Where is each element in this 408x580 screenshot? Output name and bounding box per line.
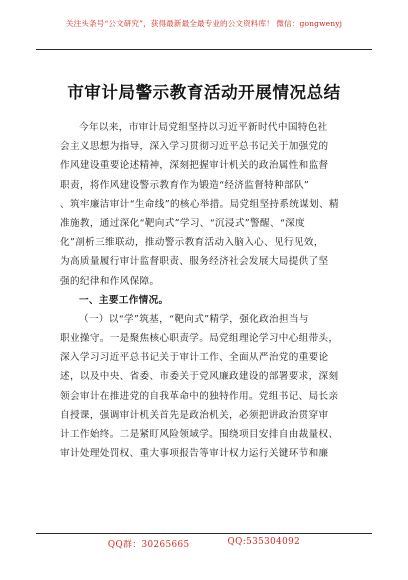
text-line: 今年以来，市审计局党组坚持以习近平新时代中国特色社: [79, 122, 328, 133]
text-line: 为高质量履行审计监督职责、服务经济社会发展大局提供了坚: [60, 256, 329, 268]
paragraph-section-1: [60, 310, 360, 464]
paragraph-intro: [60, 118, 360, 291]
footer-qq-group: QQ群：30265665: [107, 540, 190, 550]
text-line: 计工作始终。二是紧盯风险领域学。围绕项目安排自由裁量权、: [60, 429, 339, 440]
text-line: 自授课，强调审计机关首先是政治机关，必须把讲政治贯穿审: [60, 409, 329, 421]
text-line: 职业操守。一是聚焦核心职责学。局党组理论学习中心组带头，: [60, 333, 339, 345]
footer-divider: [36, 533, 372, 534]
text-line: 、筑牢廉洁审计“生命线”的核心举措。局党组坚持系统谋划、精: [60, 198, 339, 210]
header-notice-bar: [0, 0, 408, 46]
text-line: 审计处理处罚权、重大事项报告等审计权力运行关键环节和廉: [60, 448, 329, 460]
text-line: 强的纪律和作风保障。: [60, 275, 160, 287]
section-heading: 一、主要工作情况。: [79, 294, 169, 306]
text-line: 准施教，通过深化“靶向式”学习、“沉浸式”警醒、“深度: [60, 217, 306, 229]
text-line: （一）以“学”筑基，“靶向式”精学，强化政治担当与: [79, 313, 309, 325]
header-divider: [36, 49, 372, 50]
header-notice: 关注头条号“公文研究”，获得最新最全最专业的公文资料库！ 微信：gongwenyj: [65, 18, 343, 28]
text-line: 述，以及中央、省委、市委关于党风廉政建设的部署要求，深刻: [60, 371, 339, 383]
document-title: 市审计局警示教育活动开展情况总结: [67, 83, 341, 102]
footer-contact: [0, 537, 408, 553]
document-body: [60, 118, 360, 463]
text-line: 会主义思想为指导，深入学习贯彻习近平总书记关于加强党的: [60, 141, 329, 153]
footer-qq-number: QQ:535304092: [227, 537, 301, 547]
text-line: 作风建设重要论述精神，深刻把握审计机关的政治属性和监督: [60, 160, 329, 172]
text-line: 化”剖析三维联动，推动警示教育活动入脑入心、见行见效，: [60, 237, 324, 249]
text-line: 深入学习习近平总书记关于审计工作、全面从严治党的重要论: [60, 352, 329, 364]
text-line: 领会审计在推进党的自我革命中的独特作用。党组书记、局长亲: [60, 390, 339, 402]
text-line: 职责，将作风建设警示教育作为锻造“经济监督特种部队”: [60, 179, 310, 191]
